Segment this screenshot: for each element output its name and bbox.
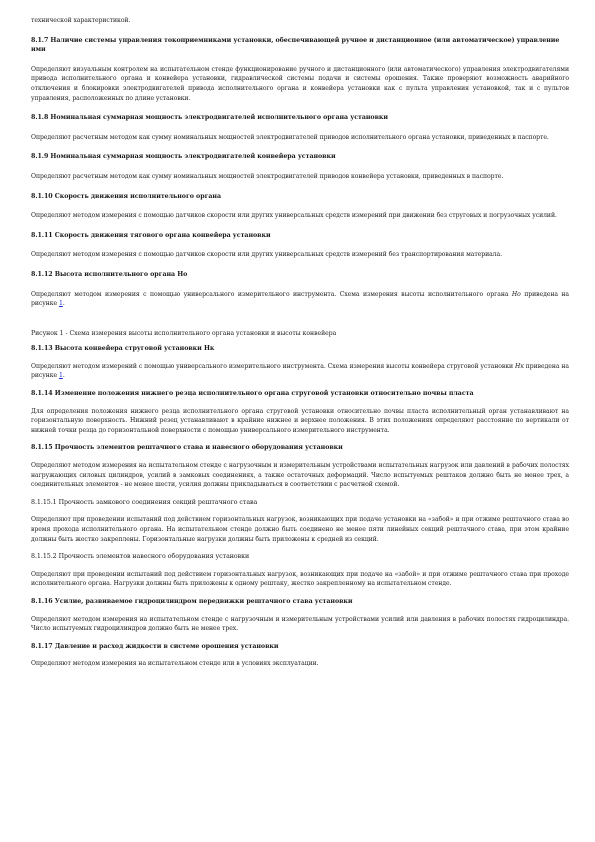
paragraph-text: Определяют методом измерений с помощью универсального измерительного инструмента. Схема измерения высоты конвейера струговой установки — [31, 362, 515, 370]
paragraph-with-figure-link — [31, 290, 569, 309]
figure-caption: Рисунок 1 - Схема измерения высоты исполнительного органа установки и высоты конвейера — [31, 329, 337, 337]
paragraph-with-figure-link — [31, 362, 569, 381]
paragraph: Определяют методом измерения с помощью датчиков скорости или других универсальных средств измерений без транспортирования материала. — [31, 251, 502, 259]
subsection-heading: 8.1.15.1 Прочность замкового соединения секций рештачного става — [31, 498, 258, 506]
paragraph: Определяют расчетным методом как сумму номинальных мощностей электродвигателей приводов конвейера установки, приведенных в паспорте. — [31, 172, 504, 180]
section-heading: 8.1.13 Высота конвейера струговой установки Hк — [31, 345, 215, 353]
paragraph: Определяют методом измерения на испытательном стенде с нагрузочным и измерительным устройствами усилий или давления в рабочих полостях гидроцилиндра. Число испытуемых гидроцилиндров должно быть не менее трех. — [31, 615, 569, 633]
paragraph: технической характеристикой. — [31, 17, 131, 24]
section-heading: 8.1.8 Номинальная суммарная мощность электродвигателей исполнительного органа установки — [31, 114, 389, 122]
paragraph: Определяют при проведении испытаний под действием горизонтальных нагрузок, возникающих при подаче установки на «забой» и при отжиме рештачного става во время прохода исполнительного органа. На испытательном стенде должно быть соединено не менее пяти линейных секций рештачного става, при этом крайние должны быть жестко закреплены. Горизонтальные нагрузки должны быть приложены к средней из секций. — [31, 516, 569, 543]
figure-1-link[interactable]: 1 — [58, 372, 63, 380]
section-heading: 8.1.15 Прочность элементов рештачного става и навесного оборудования установки — [31, 444, 343, 452]
paragraph-text: приведена на рисунке — [31, 290, 569, 308]
symbol-ho: Ho — [511, 290, 521, 298]
figure-1-link[interactable]: 1 — [58, 300, 63, 308]
figure-placeholder — [31, 309, 569, 329]
section-heading: 8.1.10 Скорость движения исполнительного органа — [31, 192, 221, 200]
paragraph-text: Определяют методом измерения с помощью универсального измерительного инструмента. Схема измерения высоты исполнительного органа — [31, 290, 512, 298]
section-heading: 8.1.7 Наличие системы управления токоприемниками установки, обеспечивающей ручное и дистанционное (или автоматическое) управление ими — [31, 36, 560, 54]
section-heading: 8.1.16 Усилие, развиваемое гидроцилиндром передвижки рештачного става установки — [31, 597, 353, 605]
paragraph-text: . — [62, 300, 65, 308]
section-heading: 8.1.12 Высота исполнительного органа Ho — [31, 270, 188, 278]
section-heading: 8.1.11 Скорость движения тягового органа конвейера установки — [31, 231, 271, 239]
section-heading: 8.1.17 Давление и расход жидкости в системе орошения установки — [31, 642, 279, 650]
section-heading: 8.1.9 Номинальная суммарная мощность электродвигателей конвейера установки — [31, 153, 336, 161]
paragraph: Определяют методом измерения на испытательном стенде с нагрузочным и измерительным устройствами испытательных нагрузок или давлений в рабочих полостях нагружающих силовых цилиндров, усилий в замковых соединениях, а также остаточных деформаций. Число испытуемых рештаков должно быть не менее трех, а соединительных элементов - не менее шести, усилия должны прикладываться в соответствии с расчетной схемой. — [31, 462, 569, 489]
paragraph-text: приведена на рисунке — [31, 362, 569, 380]
paragraph: Для определения положения нижнего резца исполнительного органа струговой установки относительно почвы пласта исполнительный орган устанавливают на горизонтальную поверхность. Нижний резец устанавливают в крайние нижнее и верхнее положения. В этих положениях определяют расстояние по вертикали от нижней точки резца до горизонтальной поверхности с помощью универсального измерительного инструмента. — [31, 407, 569, 434]
paragraph: Определяют визуальным контролем на испытательном стенде функционирование ручного и дистанционного (или автоматического) управления электродвигателями привода исполнительного органа и конвейера установки, гидравлической системы подачи и системы орошения. Также проверяют возможность аварийного отключения и блокировки электродвигателей привода исполнительного органа и конвейера установки как с пульта управления установкой, так и с пультов управления, расположенных по длине установки. — [31, 65, 569, 102]
paragraph: Определяют при проведении испытаний под действием горизонтальных нагрузок, возникающих при подаче на «забой» и при отжиме рештачного става при проходе исполнительного органа. Нагрузки должны быть приложены к одному рештаку, жестко закрепленному на испытательном стенде. — [31, 570, 569, 588]
paragraph: Определяют расчетным методом как сумму номинальных мощностей электродвигателей приводов исполнительного органа установки, приведенных в паспорте. — [31, 133, 549, 141]
section-heading: 8.1.14 Изменение положения нижнего резца исполнительного органа струговой установки относительно почвы пласта — [31, 390, 474, 398]
subsection-heading: 8.1.15.2 Прочность элементов навесного оборудования установки — [31, 553, 250, 561]
paragraph: Определяют методом измерения на испытательном стенде или в условиях эксплуатации. — [31, 660, 319, 668]
symbol-hk: Hк — [514, 362, 524, 370]
paragraph: Определяют методом измерения с помощью датчиков скорости или других универсальных средств измерений при движении без струговых и погрузочных усилий. — [31, 212, 557, 220]
paragraph-text: . — [62, 372, 65, 380]
